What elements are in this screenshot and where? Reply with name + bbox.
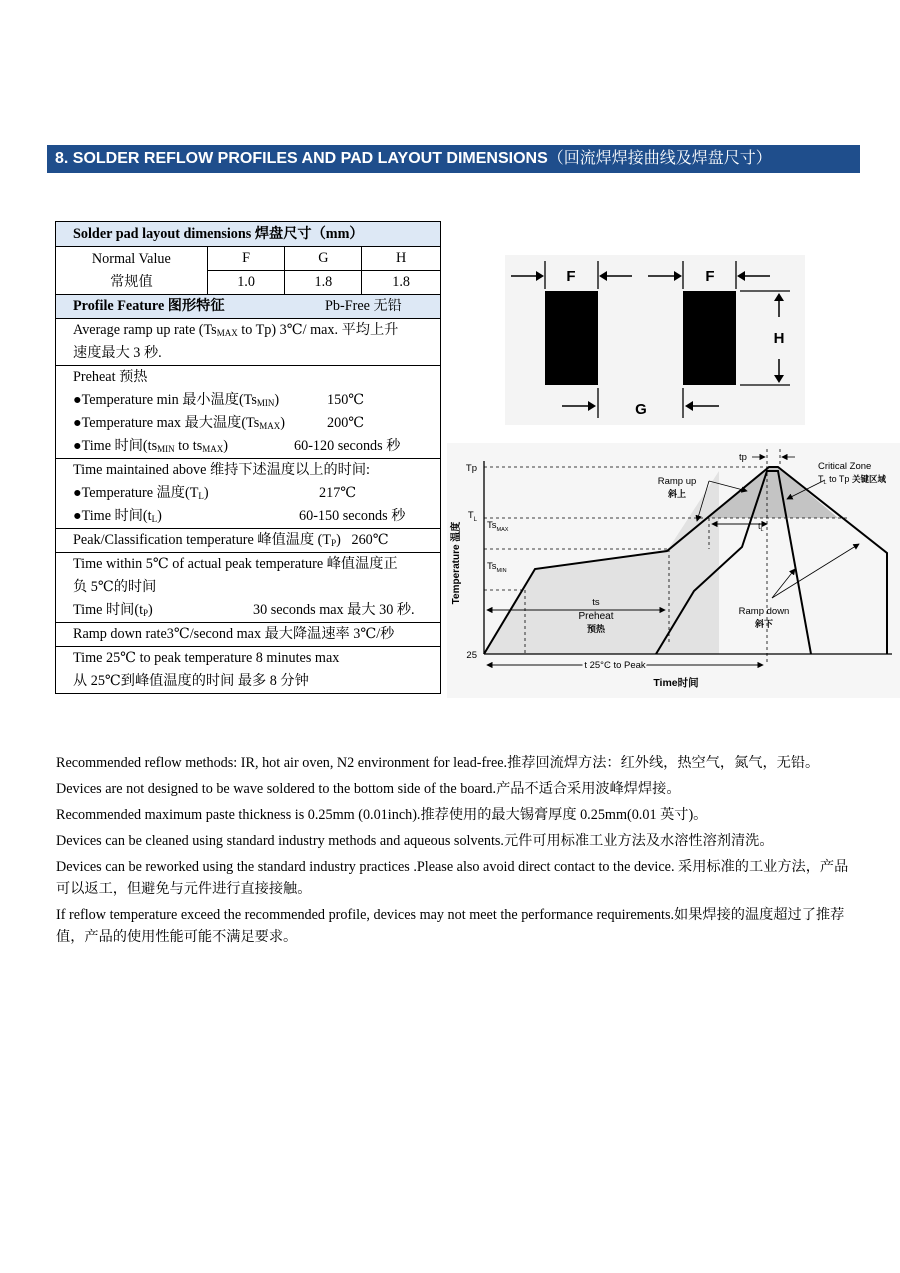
- time-within-peak-row: Time within 5℃ of actual peak temperature 峰值温度正 负 5℃的时间 Time 时间$(t_P)$ 30 seconds max 最大 30 秒.: [56, 553, 441, 623]
- y-tick-25: 25: [466, 650, 477, 661]
- col-h-header: H: [362, 247, 441, 271]
- note-wave-solder: Devices are not designed to be wave soldered to the bottom side of the board.产品不适合采用波峰焊焊接。: [56, 781, 681, 797]
- y-axis-label: Temperature 温度: [451, 521, 462, 605]
- value-g: 1.8: [285, 271, 362, 295]
- solder-spec-table: [55, 221, 441, 694]
- normal-value-label: Normal Value 常规值: [56, 247, 208, 295]
- value-h: 1.8: [362, 271, 441, 295]
- time-to-peak-row: Time 25℃ to peak temperature 8 minutes max 从 25℃到峰值温度的时间 最多 8 分钟: [56, 647, 441, 694]
- tl-span-label: $t_L$: [758, 521, 764, 533]
- ramp-down-cn-label: 斜下: [754, 619, 774, 629]
- peak-temperature-row: Peak/Classification temperature 峰值温度 $(T_P)$ 260℃: [56, 529, 441, 553]
- note-cleaning: Devices can be cleaned using standard industry methods and aqueous solvents.元件可用标准工业方法及水溶性溶剂清洗。: [56, 833, 774, 849]
- critical-zone-label: Critical Zone: [818, 461, 872, 472]
- section-title-en: 8. SOLDER REFLOW PROFILES AND PAD LAYOUT DIMENSIONS: [55, 150, 548, 167]
- ramp-down-label: Ramp down: [738, 606, 790, 617]
- col-f-header: F: [207, 247, 285, 271]
- ramp-up-row: Average ramp up rate ($Ts_{MAX}$ to Tp) 3℃/ max. 平均上升 速度最大 3 秒.: [56, 319, 441, 366]
- note-reflow-methods: Recommended reflow methods: IR, hot air oven, N2 environment for lead-free.推荐回流焊方法：红外线，热空气，氮气，无铅。: [56, 755, 820, 771]
- pad-layout-diagram: [505, 255, 805, 425]
- x-axis-label: Time时间: [653, 677, 699, 689]
- col-g-header: G: [285, 247, 362, 271]
- y-tick-tl: $T_L$: [467, 510, 477, 523]
- h-label: H: [773, 330, 785, 347]
- f-left-label: F: [566, 268, 576, 285]
- y-tick-tsmin: $Ts_{MIN}$: [487, 561, 507, 574]
- profile-feature-header: Profile Feature 图形特征 Pb-Free 无铅: [56, 295, 441, 319]
- preheat-cn-label: 预热: [586, 624, 606, 634]
- t25-label: t 25°C to Peak: [584, 660, 646, 671]
- time-above-row: Time maintained above 维持下述温度以上的时间: ●Temperature 温度$(T_L)$ 217℃ ●Time 时间$(t_L)$ 60-150 seconds 秒: [56, 459, 441, 529]
- notes-section: [56, 752, 856, 952]
- value-f: 1.0: [207, 271, 285, 295]
- ts-label: ts: [592, 597, 600, 608]
- y-tick-tp: Tp: [465, 463, 477, 474]
- section-title-banner: [47, 145, 860, 173]
- ramp-down-row: Ramp down rate3℃/second max 最大降温速率 3℃/秒: [56, 623, 441, 647]
- ramp-up-cn-label: 斜上: [667, 489, 687, 499]
- section-title-cn: （回流焊焊接曲线及焊盘尺寸）: [547, 150, 772, 167]
- pad-dimensions-header: Solder pad layout dimensions 焊盘尺寸（mm）: [56, 222, 441, 247]
- note-paste-thickness: Recommended maximum paste thickness is 0.25mm (0.01inch).推荐使用的最大锡膏厚度 0.25mm(0.01 英寸)。: [56, 807, 708, 823]
- left-pad: [545, 291, 598, 385]
- tl-to-tp-label: $T_L$ to Tp 关键区域: [818, 474, 886, 486]
- note-rework: Devices can be reworked using the standard industry practices .Please also avoid direct contact to the device. 采用标准的工业方法，产品可以返工，但避免与元件进行直接接触。: [56, 859, 849, 897]
- preheat-row: Preheat 预热 ●Temperature min 最小温度$(Ts_{MIN})$ 150℃ ●Temperature max 最大温度$(Ts_{MAX})$ 200℃ ●Time 时间($ts_{MIN}$ to $ts_{MAX}$) 60-120 seconds 秒: [56, 366, 441, 459]
- reflow-profile-chart: [447, 443, 900, 698]
- f-right-label: F: [705, 268, 715, 285]
- ramp-up-label: Ramp up: [657, 476, 697, 487]
- preheat-label: Preheat: [578, 611, 614, 622]
- right-pad: [683, 291, 736, 385]
- tp-label: tp: [739, 452, 747, 463]
- note-temperature-exceed: If reflow temperature exceed the recommended profile, devices may not meet the performance requirements.如果焊接的温度超过了推荐值，产品的使用性能可能不满足要求。: [56, 907, 845, 945]
- y-tick-tsmax: $Ts_{MAX}$: [487, 520, 509, 533]
- g-label: G: [635, 401, 647, 418]
